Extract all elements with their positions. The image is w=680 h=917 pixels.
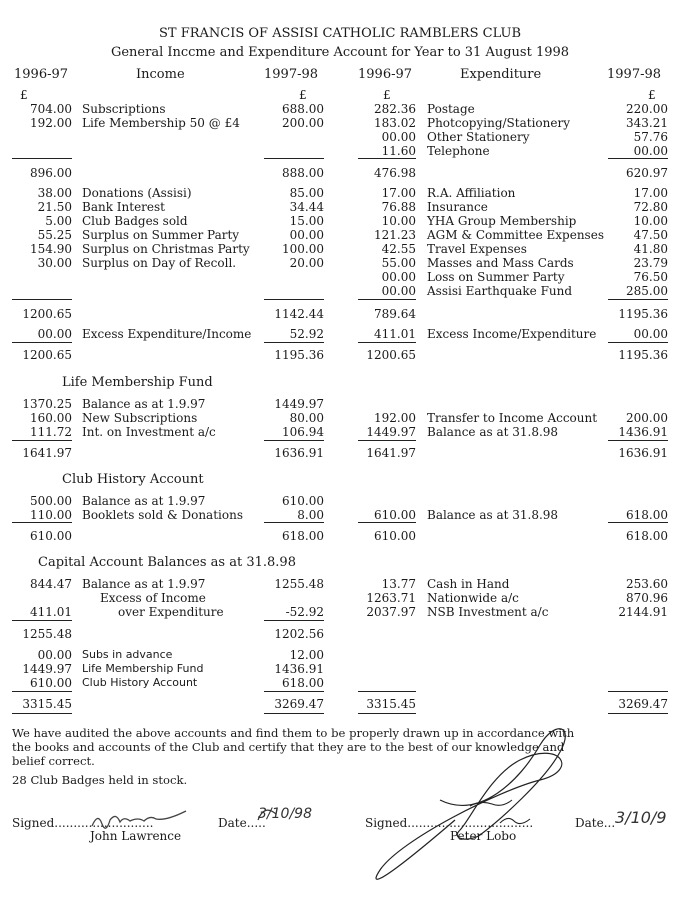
pound-sign: £ (648, 88, 656, 102)
exp-prev: 76.88 (381, 200, 416, 214)
income-cur: 00.00 (289, 228, 324, 242)
exp-prev: 00.00 (381, 270, 416, 284)
history-label: Balance as at 1.9.97 (82, 494, 206, 508)
income-label: Life Membership 50 @ £4 (82, 116, 240, 130)
income-prev: 154.90 (30, 242, 72, 256)
exp-cur: 23.79 (633, 256, 668, 270)
life-total-cur: 1636.91 (274, 446, 324, 460)
exp-cur: 76.50 (633, 270, 668, 284)
exp-subtotal-prev: 789.64 (374, 307, 416, 321)
income-cur: 20.00 (289, 256, 324, 270)
exp-label: Postage (427, 102, 475, 116)
capital-prev: 844.47 (30, 577, 72, 591)
income-cur: 15.00 (289, 214, 324, 228)
exp-label: AGM & Committee Expenses (427, 228, 604, 242)
life-right-cur: 200.00 (626, 411, 668, 425)
rule (12, 158, 72, 159)
exp-prev: 55.00 (381, 256, 416, 270)
rule (608, 440, 668, 441)
capital-label: Excess of Income (100, 591, 206, 605)
capital-prev: 411.01 (30, 605, 72, 619)
income-prev: 192.00 (30, 116, 72, 130)
capital-right-prev: 13.77 (381, 577, 416, 591)
capital-cur: 1436.91 (274, 662, 324, 676)
income-label: Surplus on Summer Party (82, 228, 240, 242)
capital-cur: 618.00 (282, 676, 324, 690)
pound-sign: £ (20, 88, 28, 102)
pound-sign: £ (299, 88, 307, 102)
rule (264, 691, 324, 692)
income-prev: 21.50 (37, 200, 72, 214)
rule (608, 158, 668, 159)
income-cur: 100.00 (282, 242, 324, 256)
life-prev: 111.72 (30, 425, 72, 439)
exp-label: Travel Expenses (427, 242, 527, 256)
history-right-label: Balance as at 31.8.98 (427, 508, 559, 522)
capital-right-cur: 2144.91 (618, 605, 668, 619)
exp-excess-cur: 00.00 (633, 327, 668, 341)
capital-total-cur: 3269.47 (274, 697, 324, 711)
rule (12, 440, 72, 441)
rule (608, 342, 668, 343)
life-cur: 1449.97 (274, 397, 324, 411)
signed-label: Signed................................. (365, 816, 534, 830)
capital-cur: -52.92 (285, 605, 324, 619)
capital-subtotal-cur: 1202.56 (274, 627, 324, 641)
rule (358, 691, 416, 692)
life-right-label: Transfer to Income Account (427, 411, 598, 425)
col-expenditure: Expenditure (460, 67, 542, 82)
capital-label: Club History Account (82, 676, 198, 689)
history-cur: 8.00 (297, 508, 324, 522)
exp-prev: 121.23 (374, 228, 416, 242)
life-label: Int. on Investment a/c (82, 425, 216, 439)
exp-prev: 10.00 (381, 214, 416, 228)
exp-label: Loss on Summer Party (427, 270, 565, 284)
history-right-total-prev: 610.00 (374, 529, 416, 543)
income-label: Club Badges sold (82, 214, 188, 228)
income-prev: 55.25 (37, 228, 72, 242)
income-label: Subscriptions (82, 102, 166, 116)
income-label: Surplus on Christmas Party (82, 242, 250, 256)
capital-right-label: NSB Investment a/c (427, 605, 549, 619)
life-prev: 160.00 (30, 411, 72, 425)
signed-label: Signed.......................... (12, 816, 154, 830)
badges-note: 28 Club Badges held in stock. (12, 773, 188, 787)
income-cur: 85.00 (289, 186, 324, 200)
capital-right-prev: 1263.71 (366, 591, 416, 605)
history-total-cur: 618.00 (282, 529, 324, 543)
exp-label: Insurance (427, 200, 488, 214)
life-right-prev: 192.00 (374, 411, 416, 425)
rule (264, 342, 324, 343)
exp-prev: 17.00 (381, 186, 416, 200)
history-right-total-cur: 618.00 (626, 529, 668, 543)
exp-cur: 47.50 (633, 228, 668, 242)
income-subtotal-prev: 896.00 (30, 166, 72, 180)
rule (358, 342, 416, 343)
capital-right-cur: 870.96 (626, 591, 668, 605)
pound-sign: £ (383, 88, 391, 102)
income-subtotal-cur: 888.00 (282, 166, 324, 180)
income-cur: 34.44 (289, 200, 324, 214)
capital-heading: Capital Account Balances as at 31.8.98 (38, 555, 296, 570)
exp-prev: 00.00 (381, 284, 416, 298)
exp-cur: 343.21 (626, 116, 668, 130)
history-total-prev: 610.00 (30, 529, 72, 543)
rule (358, 713, 416, 714)
capital-prev: 00.00 (37, 648, 72, 662)
exp-label: Telephone (427, 144, 490, 158)
exp-label: Masses and Mass Cards (427, 256, 574, 270)
rule (358, 299, 416, 300)
exp-subtotal-cur: 620.97 (626, 166, 668, 180)
life-right-label: Balance as at 31.8.98 (427, 425, 559, 439)
rule (264, 522, 324, 523)
audit-statement: We have audited the above accounts and find them to be properly drawn up in accordance with (12, 726, 575, 740)
life-right-prev: 1449.97 (366, 425, 416, 439)
capital-right-prev: 2037.97 (366, 605, 416, 619)
rule (608, 691, 668, 692)
exp-prev: 00.00 (381, 130, 416, 144)
col-year-1996-left: 1996-97 (14, 67, 69, 82)
history-cur: 610.00 (282, 494, 324, 508)
exp-label: Other Stationery (427, 130, 530, 144)
life-fund-heading: Life Membership Fund (62, 375, 213, 390)
income-excess-prev: 00.00 (37, 327, 72, 341)
date-label: Date..... (218, 816, 266, 830)
exp-cur: 220.00 (626, 102, 668, 116)
exp-cur: 41.80 (633, 242, 668, 256)
income-cur: 688.00 (282, 102, 324, 116)
income-excess-label: Excess Expenditure/Income (82, 327, 252, 341)
capital-right-total-cur: 3269.47 (618, 697, 668, 711)
income-label: Surplus on Day of Recoll. (82, 256, 237, 270)
rule (264, 299, 324, 300)
exp-prev: 183.02 (374, 116, 416, 130)
exp-prev: 11.60 (381, 144, 416, 158)
income-total-cur: 1195.36 (274, 348, 324, 362)
capital-right-label: Cash in Hand (427, 577, 510, 591)
history-heading: Club History Account (62, 472, 204, 487)
left-signature-date: 3/10/98 (258, 806, 312, 822)
date-label: Date... (575, 816, 616, 830)
audit-statement: the books and accounts of the Club and certify that they are to the best of our knowledge and (12, 740, 565, 754)
life-prev: 1370.25 (22, 397, 72, 411)
rule (12, 522, 72, 523)
exp-cur: 17.00 (633, 186, 668, 200)
life-total-prev: 1641.97 (22, 446, 72, 460)
income-prev: 30.00 (37, 256, 72, 270)
rule (264, 158, 324, 159)
exp-excess-prev: 411.01 (374, 327, 416, 341)
right-signer-name: Peter Lobo (450, 829, 517, 843)
rule (608, 299, 668, 300)
life-cur: 80.00 (289, 411, 324, 425)
rule (264, 713, 324, 714)
income-total-prev: 1200.65 (22, 348, 72, 362)
audit-statement: belief correct. (12, 754, 95, 768)
capital-right-total-prev: 3315.45 (366, 697, 416, 711)
income-label: Bank Interest (82, 200, 165, 214)
exp-cur: 285.00 (626, 284, 668, 298)
income-prev: 704.00 (30, 102, 72, 116)
capital-prev: 1449.97 (22, 662, 72, 676)
exp-cur: 10.00 (633, 214, 668, 228)
capital-label: over Expenditure (118, 605, 224, 619)
exp-label: YHA Group Membership (427, 214, 577, 228)
life-right-cur: 1436.91 (618, 425, 668, 439)
rule (12, 691, 72, 692)
capital-cur: 12.00 (289, 648, 324, 662)
exp-excess-label: Excess Income/Expenditure (427, 327, 597, 341)
rule (358, 440, 416, 441)
life-label: New Subscriptions (82, 411, 198, 425)
capital-label: Life Membership Fund (82, 662, 204, 675)
capital-right-cur: 253.60 (626, 577, 668, 591)
rule (264, 620, 324, 621)
exp-subtotal-cur: 1195.36 (618, 307, 668, 321)
rule (358, 522, 416, 523)
left-signer-name: John Lawrence (90, 829, 182, 843)
income-prev: 5.00 (45, 214, 72, 228)
income-label: Donations (Assisi) (82, 186, 192, 200)
history-right-prev: 610.00 (374, 508, 416, 522)
exp-prev: 282.36 (374, 102, 416, 116)
capital-right-label: Nationwide a/c (427, 591, 519, 605)
life-label: Balance as at 1.9.97 (82, 397, 206, 411)
rule (12, 620, 72, 621)
history-prev: 110.00 (30, 508, 72, 522)
capital-label: Subs in advance (82, 648, 173, 661)
life-right-total-cur: 1636.91 (618, 446, 668, 460)
life-right-total-prev: 1641.97 (366, 446, 416, 460)
rule (358, 158, 416, 159)
history-label: Booklets sold & Donations (82, 508, 243, 522)
capital-total-prev: 3315.45 (22, 697, 72, 711)
rule (12, 299, 72, 300)
income-cur: 200.00 (282, 116, 324, 130)
exp-cur: 00.00 (633, 144, 668, 158)
income-prev: 38.00 (37, 186, 72, 200)
rule (264, 440, 324, 441)
rule (608, 713, 668, 714)
exp-subtotal-prev: 476.98 (374, 166, 416, 180)
exp-prev: 42.55 (381, 242, 416, 256)
rule (12, 342, 72, 343)
life-cur: 106.94 (282, 425, 324, 439)
rule (608, 522, 668, 523)
income-excess-cur: 52.92 (289, 327, 324, 341)
income-subtotal-cur: 1142.44 (274, 307, 324, 321)
exp-label: Photcopying/Stationery (427, 116, 570, 130)
capital-subtotal-prev: 1255.48 (22, 627, 72, 641)
account-title: General Inccme and Expenditure Account for Year to 31 August 1998 (110, 45, 570, 60)
col-income: Income (136, 67, 185, 82)
col-year-1996-right: 1996-97 (358, 67, 413, 82)
club-name: ST FRANCIS OF ASSISI CATHOLIC RAMBLERS CLUB (159, 26, 521, 41)
exp-label: Assisi Earthquake Fund (427, 284, 573, 298)
capital-prev: 610.00 (30, 676, 72, 690)
income-subtotal-prev: 1200.65 (22, 307, 72, 321)
right-signature-date: 3/10/9 (615, 808, 667, 827)
exp-total-prev: 1200.65 (366, 348, 416, 362)
exp-cur: 72.80 (633, 200, 668, 214)
capital-label: Balance as at 1.9.97 (82, 577, 206, 591)
history-right-cur: 618.00 (626, 508, 668, 522)
rule (12, 713, 72, 714)
exp-label: R.A. Affiliation (427, 186, 516, 200)
capital-cur: 1255.48 (274, 577, 324, 591)
history-prev: 500.00 (30, 494, 72, 508)
exp-total-cur: 1195.36 (618, 348, 668, 362)
exp-cur: 57.76 (633, 130, 668, 144)
col-year-1997-left: 1997-98 (264, 67, 319, 82)
col-year-1997-right: 1997-98 (607, 67, 662, 82)
